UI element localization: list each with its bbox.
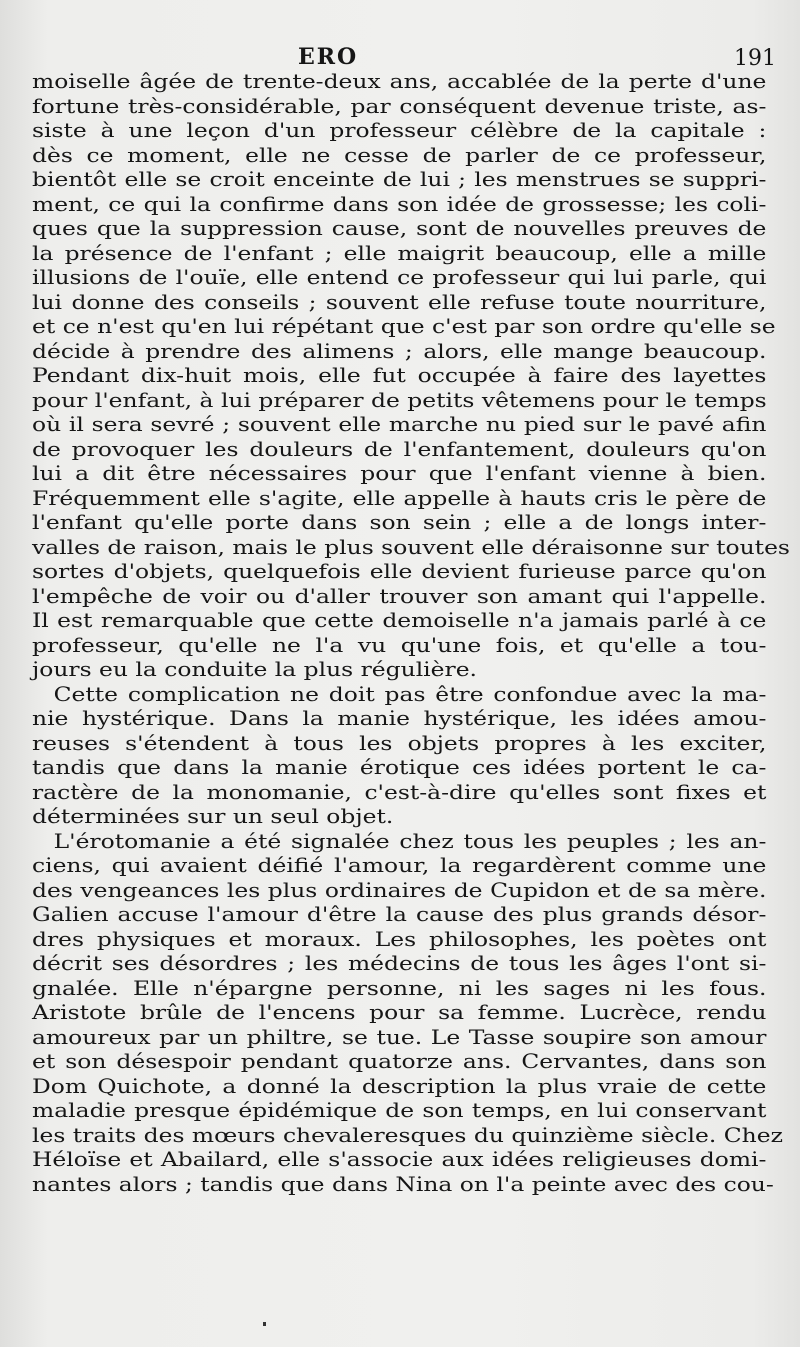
text-line: lui a dit être nécessaires pour que l'enfant vienne à bien. [32,462,767,485]
text-line: l'enfant qu'elle porte dans son sein ; elle a de longs inter- [32,511,767,534]
text-line: des vengeances les plus ordinaires de Cupidon et de sa mère. [32,878,767,902]
running-title: ERO [298,44,359,70]
text-line: L'érotomanie a été signalée chez tous les peuples ; les an- [53,829,767,853]
text-line: et ce n'est qu'en lui répétant que c'est par son ordre qu'elle se [32,315,776,338]
text-line: ment, ce qui la confirme dans son idée de grossesse; les coli- [32,192,767,216]
text-line: de provoquer les douleurs de l'enfantement, douleurs qu'on [32,437,767,461]
text-line: où il sera sevré ; souvent elle marche nu pied sur le pavé afin [32,413,767,436]
text-line: et son désespoir pendant quatorze ans. Cervantes, dans son [32,1050,767,1073]
ink-speck [263,1322,266,1326]
text-line: l'empêche de voir ou d'aller trouver son amant qui l'appelle. [32,584,767,608]
text-line: ractère de la monomanie, c'est-à-dire qu'elles sont fixes et [32,780,767,804]
text-line: les traits des mœurs chevaleresques du quinzième siècle. Chez [32,1123,783,1147]
text-line: sortes d'objets, quelquefois elle devient furieuse parce qu'on [32,560,767,583]
text-line: tandis que dans la manie érotique ces idées portent le ca- [32,756,767,779]
text-line: fortune très-considérable, par conséquent devenue triste, as- [32,94,767,118]
text-line: lui donne des conseils ; souvent elle refuse toute nourriture, [32,290,767,314]
text-line: dres physiques et moraux. Les philosophes, les poètes ont [32,927,767,951]
text-line: professeur, qu'elle ne l'a vu qu'une fois, et qu'elle a tou- [32,633,767,657]
text-line: la présence de l'enfant ; elle maigrit beaucoup, elle a mille [32,241,767,265]
page-number: 191 [734,46,776,71]
body-text [32,70,790,1197]
text-line: moiselle âgée de trente-deux ans, accablée de la perte d'une [32,70,767,93]
text-line: nie hystérique. Dans la manie hystérique, les idées amou- [32,707,767,730]
text-line: Aristote brûle de l'encens pour sa femme. Lucrèce, rendu [32,1001,767,1024]
text-line: Galien accuse l'amour d'être la cause des plus grands désor- [32,903,767,926]
text-line: Pendant dix-huit mois, elle fut occupée à faire des layettes [32,364,767,387]
text-line: bientôt elle se croit enceinte de lui ; les menstrues se suppri- [32,168,767,191]
text-line: Cette complication ne doit pas être confondue avec la ma- [53,682,767,706]
text-line: valles de raison, mais le plus souvent elle déraisonne sur toutes [32,535,790,559]
text-line: maladie presque épidémique de son temps, en lui conservant [32,1099,767,1122]
text-line: ques que la suppression cause, sont de nouvelles preuves de [32,217,767,240]
text-line: reuses s'étendent à tous les objets propres à les exciter, [32,731,767,755]
text-line: Il est remarquable que cette demoiselle n'a jamais parlé à ce [32,609,767,632]
text-line: Dom Quichote, a donné la description la plus vraie de cette [32,1074,767,1098]
text-line: décrit ses désordres ; les médecins de tous les âges l'ont si- [32,952,767,975]
text-line: nantes alors ; tandis que dans Nina on l'a peinte avec des cou- [32,1172,774,1196]
text-line: jours eu la conduite la plus régulière. [32,658,477,681]
text-line: illusions de l'ouïe, elle entend ce professeur qui lui parle, qui [32,266,767,289]
text-line: Fréquemment elle s'agite, elle appelle à hauts cris le père de [32,486,767,510]
text-line: pour l'enfant, à lui préparer de petits vêtemens pour le temps [32,388,767,412]
text-line: ciens, qui avaient déifié l'amour, la regardèrent comme une [32,854,767,877]
text-line: siste à une leçon d'un professeur célèbre de la capitale : [32,119,767,142]
text-line: décide à prendre des alimens ; alors, elle mange beaucoup. [32,339,767,363]
text-line: dès ce moment, elle ne cesse de parler de ce professeur, [32,143,767,167]
text-line: déterminées sur un seul objet. [32,805,394,828]
text-line: Héloïse et Abailard, elle s'associe aux idées religieuses domi- [32,1148,767,1171]
text-line: amoureux par un philtre, se tue. Le Tasse soupire son amour [32,1025,767,1049]
text-line: gnalée. Elle n'épargne personne, ni les sages ni les fous. [32,976,767,1000]
